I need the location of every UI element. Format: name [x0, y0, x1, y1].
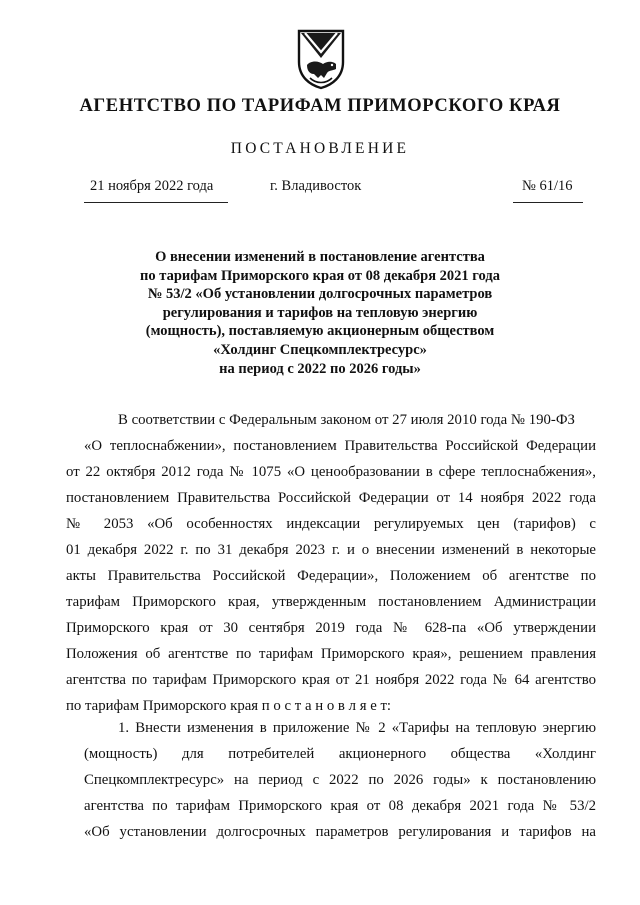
preamble-line: В соответствии с Федеральным законом от 27 июля 2010 года № 190-ФЗ	[118, 412, 575, 428]
preamble-line: агентства по тарифам Приморского края от 21 ноября 2022 года № 64 агентство	[66, 672, 596, 688]
item-1-line: (мощность) для потребителей акционерного общества «Холдинг	[84, 746, 596, 762]
date-underline	[84, 202, 228, 203]
title-line: регулирования и тарифов на тепловую энергию	[162, 304, 478, 321]
preamble-line: акты Правительства Российской Федерации», Положением об агентстве по	[66, 568, 596, 584]
preamble-line: тарифам Приморского края, утвержденным постановлением Администрации	[66, 594, 596, 610]
preamble-line: № 2053 «Об особенностях индексации регулируемых цен (тарифов) с	[66, 516, 596, 532]
number-underline	[513, 202, 583, 203]
preamble-line: Положения об агентстве по тарифам Приморского края», решением правления	[66, 646, 596, 662]
item-1-line: «Об установлении долгосрочных параметров регулирования и тарифов на	[84, 824, 596, 840]
title-line: по тарифам Приморского края от 08 декабря 2021 года	[140, 267, 500, 284]
agency-name: АГЕНТСТВО ПО ТАРИФАМ ПРИМОРСКОГО КРАЯ	[79, 96, 561, 116]
item-1-line: 1. Внести изменения в приложение № 2 «Тарифы на тепловую энергию	[118, 720, 596, 736]
document-title	[60, 248, 580, 378]
title-line: (мощность), поставляемую акционерным обществом	[145, 323, 495, 340]
item-1-line: агентства по тарифам Приморского края от 08 декабря 2021 года № 53/2	[84, 798, 596, 814]
document-date: 21 ноября 2022 года	[90, 178, 214, 194]
title-line: № 53/2 «Об установлении долгосрочных параметров	[147, 286, 493, 303]
preamble-line: «О теплоснабжении», постановлением Правительства Российской Федерации	[84, 438, 596, 454]
title-line: «Холдинг Спецкомплектресурс»	[213, 341, 427, 358]
preamble-line: Приморского края от 30 сентября 2019 года № 628-па «Об утверждении	[66, 620, 596, 636]
document-city: г. Владивосток	[270, 178, 362, 194]
preamble-line: постановлением Правительства Российской Федерации от 14 ноября 2022 года	[66, 490, 596, 506]
preamble-line: от 22 октября 2012 года № 1075 «О ценообразовании в сфере теплоснабжения»,	[66, 464, 596, 480]
document-number: № 61/16	[522, 178, 573, 194]
preamble-line: по тарифам Приморского края п о с т а н о в л я е т:	[66, 698, 392, 714]
preamble-line: 01 декабря 2022 г. по 31 декабря 2023 г. и о внесении изменений в некоторые	[66, 542, 596, 558]
title-line: на период с 2022 по 2026 годы»	[219, 360, 421, 377]
document-type: ПОСТАНОВЛЕНИЕ	[230, 140, 410, 157]
item-1-line: Спецкомплектресурс» на период с 2022 по 2026 годы» к постановлению	[84, 772, 596, 788]
coat-of-arms-icon	[296, 28, 346, 90]
title-line: О внесении изменений в постановление агентства	[155, 249, 485, 265]
